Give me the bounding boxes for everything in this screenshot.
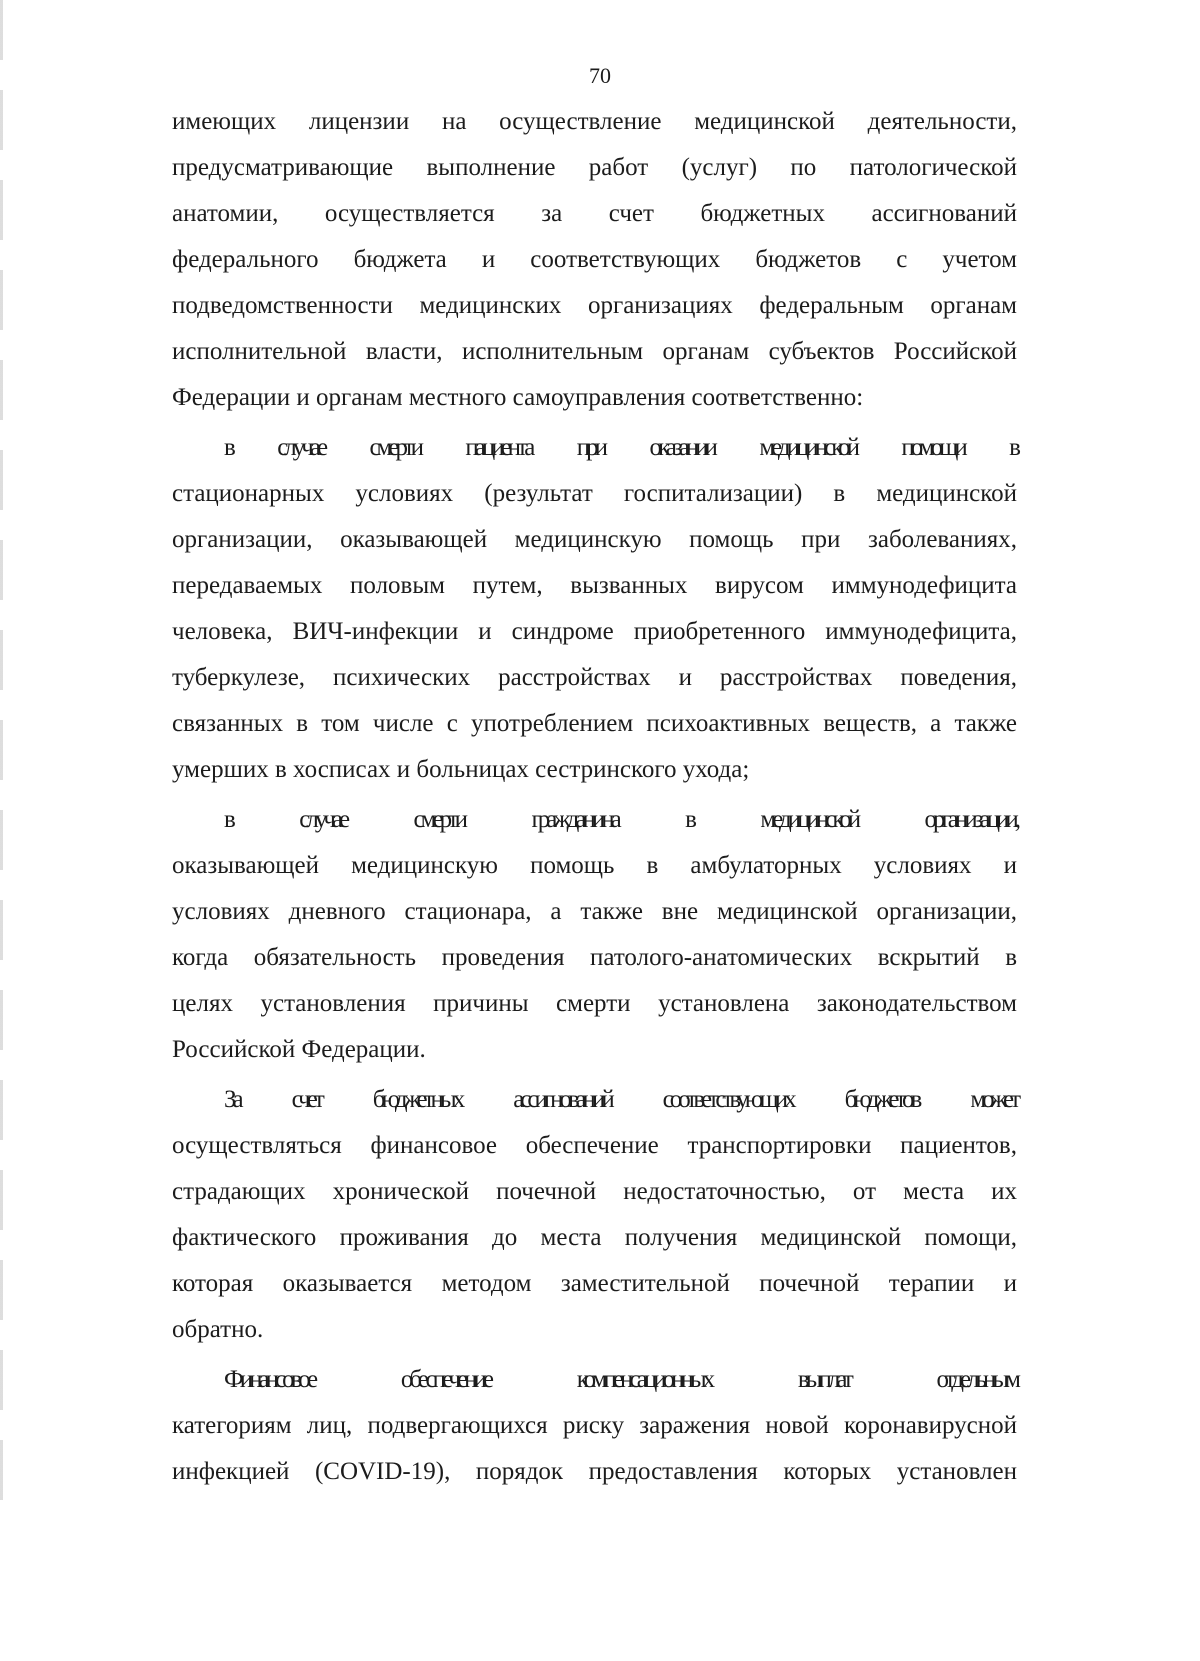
text-line: категориям лиц, подвергающихся риску заражения новой коронавирусной (172, 1412, 1017, 1439)
text-line: целях установления причины смерти установлена законодательством (172, 990, 1017, 1017)
text-line: в случае смерти гражданина в медицинской организации, (224, 806, 1017, 833)
text-line: Российской Федерации. (172, 1036, 426, 1063)
text-line: человека, ВИЧ-инфекции и синдроме приобретенного иммунодефицита, (172, 618, 1017, 645)
text-line: условиях дневного стационара, а также вне медицинской организации, (172, 898, 1017, 925)
paragraph (172, 797, 1017, 1073)
text-line: умерших в хосписах и больницах сестринского ухода; (172, 756, 750, 783)
document-body (172, 99, 1017, 1499)
text-line: За счет бюджетных ассигнований соответствующих бюджетов может (224, 1086, 1017, 1113)
text-line: осуществляться финансовое обеспечение транспортировки пациентов, (172, 1132, 1017, 1159)
text-line: имеющих лицензии на осуществление медицинской деятельности, (172, 108, 1017, 135)
text-line: в случае смерти пациента при оказании медицинской помощи в (224, 434, 1017, 461)
text-line: обратно. (172, 1316, 264, 1343)
text-line: когда обязательность проведения патолого-анатомических вскрытий в (172, 944, 1017, 971)
text-line: подведомственности медицинских организациях федеральным органам (172, 292, 1017, 319)
paragraph (172, 1357, 1017, 1495)
paragraph (172, 1077, 1017, 1353)
text-line: исполнительной власти, исполнительным органам субъектов Российской (172, 338, 1017, 365)
scan-edge-artifact (0, 0, 3, 1500)
paragraph (172, 99, 1017, 421)
text-line: стационарных условиях (результат госпитализации) в медицинской (172, 480, 1017, 507)
text-line: которая оказывается методом заместительной почечной терапии и (172, 1270, 1017, 1297)
text-line: связанных в том числе с употреблением психоактивных веществ, а также (172, 710, 1017, 737)
text-line: туберкулезе, психических расстройствах и расстройствах поведения, (172, 664, 1017, 691)
text-line: передаваемых половым путем, вызванных вирусом иммунодефицита (172, 572, 1017, 599)
text-line: оказывающей медицинскую помощь в амбулаторных условиях и (172, 852, 1017, 879)
text-line: Федерации и органам местного самоуправления соответственно: (172, 384, 864, 411)
page-number: 70 (589, 63, 611, 88)
text-line: предусматривающие выполнение работ (услуг) по патологической (172, 154, 1017, 181)
text-line: инфекцией (COVID-19), порядок предоставления которых установлен (172, 1458, 1017, 1485)
text-line: страдающих хронической почечной недостаточностью, от места их (172, 1178, 1017, 1205)
paragraph (172, 425, 1017, 793)
text-line: фактического проживания до места получения медицинской помощи, (172, 1224, 1017, 1251)
text-line: анатомии, осуществляется за счет бюджетных ассигнований (172, 200, 1017, 227)
text-line: Финансовое обеспечение компенсационных выплат отдельным (224, 1366, 1017, 1393)
text-line: организации, оказывающей медицинскую помощь при заболеваниях, (172, 526, 1017, 553)
text-line: федерального бюджета и соответствующих бюджетов с учетом (172, 246, 1017, 273)
